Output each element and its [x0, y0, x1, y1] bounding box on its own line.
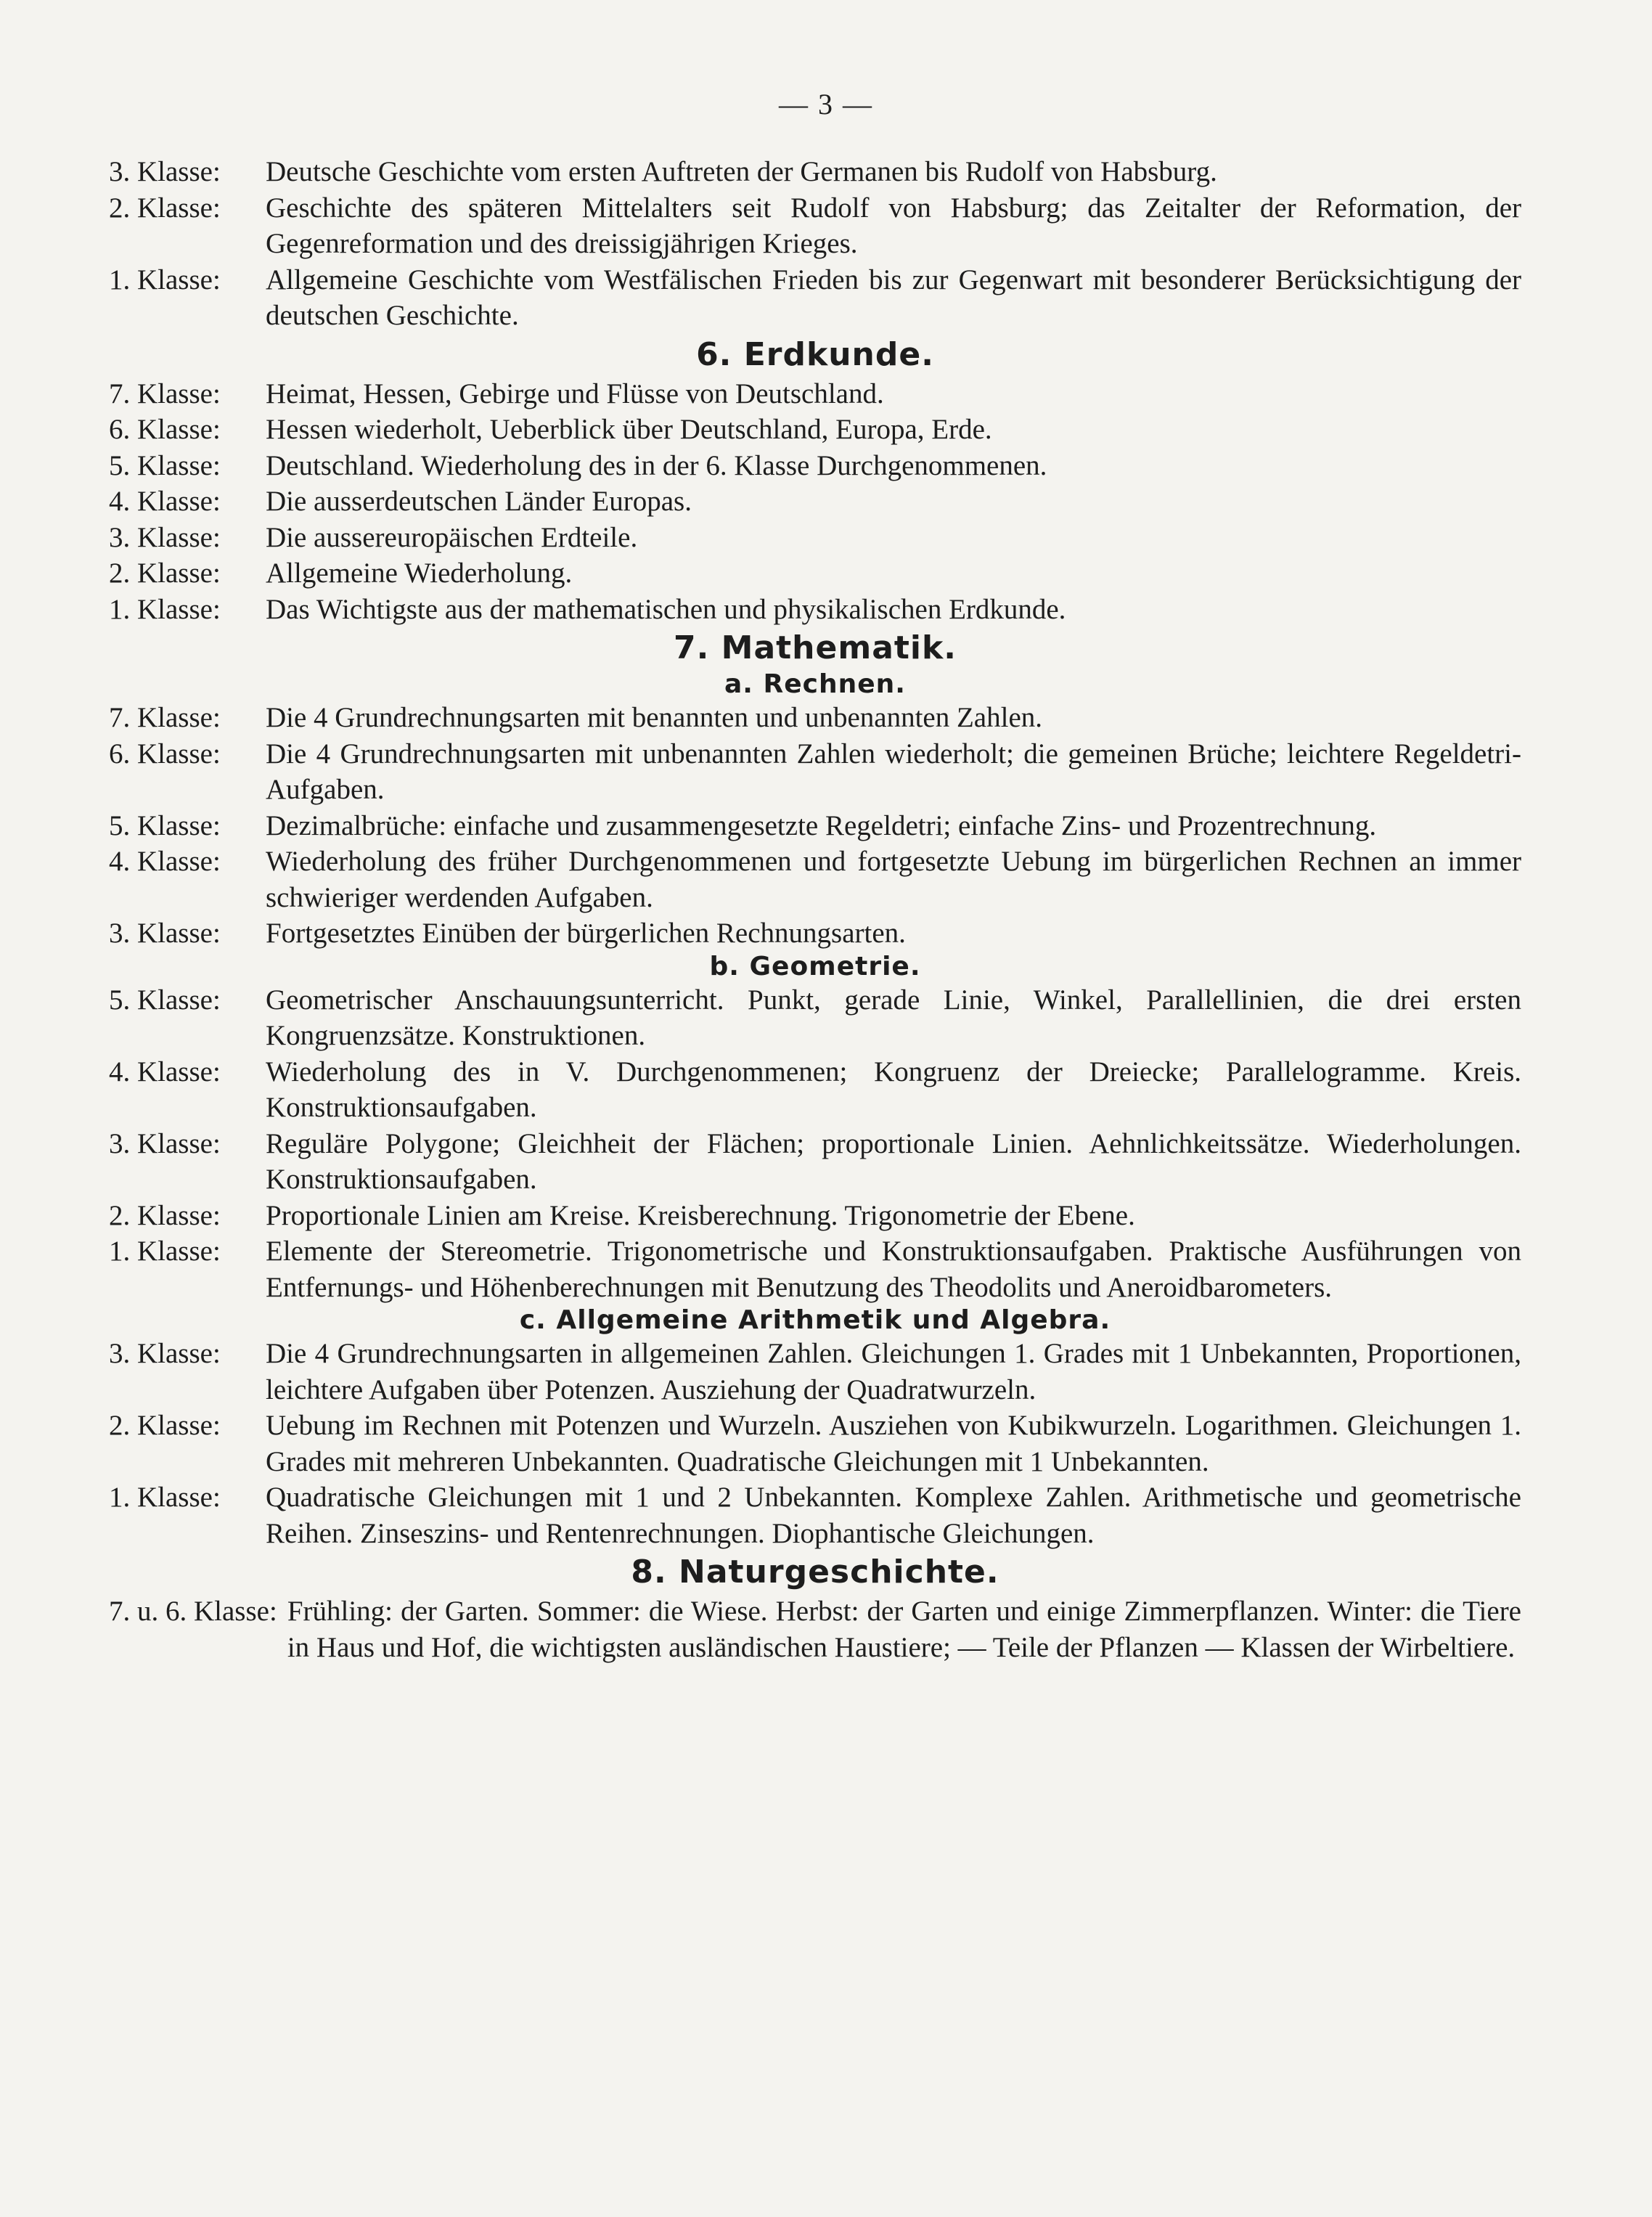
class-label: 4. Klasse: — [109, 846, 221, 877]
class-text: Proportionale Linien am Kreise. Kreisberechnung. Trigonometrie der Ebene. — [266, 1199, 1135, 1231]
geometrie-list — [109, 982, 1521, 1306]
class-label: 1. Klasse: — [109, 264, 221, 295]
class-label: 3. Klasse: — [109, 156, 221, 187]
subsection-heading-arithmetik: c. Allgemeine Arithmetik und Algebra. — [519, 1305, 1111, 1335]
class-text: Die 4 Grundrechnungsarten mit benannten und unbenannten Zahlen. — [266, 702, 1043, 733]
class-label: 5. Klasse: — [109, 809, 221, 841]
class-label: 2. Klasse: — [109, 1199, 221, 1231]
class-label: 6. Klasse: — [109, 738, 221, 769]
list-item — [109, 520, 1521, 556]
class-label: 7. u. 6. Klasse: — [109, 1596, 277, 1627]
class-text: Die 4 Grundrechnungsarten mit unbenannten Zahlen wiederholt; die gemeinen Brüche; leichtere Regeldetri-Aufgaben. — [266, 738, 1521, 805]
class-text: Hessen wiederholt, Ueberblick über Deutschland, Europa, Erde. — [266, 414, 992, 445]
subsection-heading-geometrie: b. Geometrie. — [709, 951, 921, 981]
list-item — [109, 262, 1521, 334]
class-label: 1. Klasse: — [109, 593, 221, 625]
class-text: Elemente der Stereometrie. Trigonometrische und Konstruktionsaufgaben. Praktische Ausführungen von Entfernungs- und Höhenberechnungen mit Benutzung des Theodolits und Aneroidbarometers. — [266, 1236, 1521, 1303]
list-item — [109, 736, 1521, 808]
page-number: — 3 — — [779, 88, 873, 121]
list-item — [109, 1233, 1521, 1305]
list-item — [109, 1408, 1521, 1479]
class-text: Die ausserdeutschen Länder Europas. — [266, 486, 692, 517]
class-label: 2. Klasse: — [109, 558, 221, 589]
list-item — [109, 154, 1521, 190]
class-text: Die 4 Grundrechnungsarten in allgemeinen Zahlen. Gleichungen 1. Grades mit 1 Unbekannten, Proportionen, leichtere Aufgaben über Potenzen. Ausziehung der Quadratwurzeln. — [266, 1338, 1521, 1405]
class-label: 5. Klasse: — [109, 449, 221, 481]
list-item — [109, 915, 1521, 952]
class-text: Reguläre Polygone; Gleichheit der Flächen; proportionale Linien. Aehnlichkeitssätze. Wiederholungen. Konstruktionsaufgaben. — [266, 1127, 1521, 1195]
class-text: Allgemeine Wiederholung. — [266, 558, 573, 589]
class-text: Dezimalbrüche: einfache und zusammengesetzte Regeldetri; einfache Zins- und Prozentrechnung. — [266, 809, 1377, 841]
class-label: 3. Klasse: — [109, 1127, 221, 1159]
list-item — [109, 1593, 1521, 1665]
class-text: Fortgesetztes Einüben der bürgerlichen Rechnungsarten. — [266, 918, 906, 949]
class-text: Frühling: der Garten. Sommer: die Wiese. Herbst: der Garten und einige Zimmerpflanzen. Winter: die Tiere in Haus und Hof, die wichtigsten ausländischen Haustiere; — Teile der Pflanzen — Klassen der Wirbeltiere. — [287, 1596, 1521, 1663]
list-item — [109, 808, 1521, 844]
subsection-heading-rechnen: a. Rechnen. — [724, 669, 906, 699]
list-item — [109, 1054, 1521, 1126]
arithmetik-list — [109, 1336, 1521, 1551]
class-label: 1. Klasse: — [109, 1236, 221, 1267]
class-text: Allgemeine Geschichte vom Westfälischen Frieden bis zur Gegenwart mit besonderer Berücksichtigung der deutschen Geschichte. — [266, 264, 1521, 331]
class-label: 7. Klasse: — [109, 702, 221, 733]
class-label: 2. Klasse: — [109, 1410, 221, 1441]
list-item — [109, 376, 1521, 412]
list-item — [109, 1479, 1521, 1551]
class-text: Wiederholung des in V. Durchgenommenen; Kongruenz der Dreiecke; Parallelogramme. Kreis. Konstruktionsaufgaben. — [266, 1056, 1521, 1123]
list-item — [109, 555, 1521, 592]
list-item — [109, 483, 1521, 520]
erdkunde-list — [109, 376, 1521, 628]
class-label: 1. Klasse: — [109, 1482, 221, 1513]
list-item — [109, 1336, 1521, 1408]
list-item — [109, 700, 1521, 736]
class-label: 4. Klasse: — [109, 1056, 221, 1087]
list-item — [109, 844, 1521, 915]
class-label: 4. Klasse: — [109, 486, 221, 517]
rechnen-list — [109, 700, 1521, 952]
list-item — [109, 190, 1521, 262]
class-label: 3. Klasse: — [109, 1338, 221, 1369]
list-item — [109, 982, 1521, 1054]
section-heading-mathematik: 7. Mathematik. — [674, 629, 957, 666]
class-text: Das Wichtigste aus der mathematischen und physikalischen Erdkunde. — [266, 593, 1066, 625]
class-text: Geschichte des späteren Mittelalters seit Rudolf von Habsburg; das Zeitalter der Reformation, der Gegenreformation und des dreissigjährigen Krieges. — [266, 192, 1521, 259]
class-text: Wiederholung des früher Durchgenommenen und fortgesetzte Uebung im bürgerlichen Rechnen an immer schwieriger werdenden Aufgaben. — [266, 846, 1521, 913]
class-label: 6. Klasse: — [109, 414, 221, 445]
list-item — [109, 1126, 1521, 1198]
list-item — [109, 448, 1521, 484]
list-item — [109, 412, 1521, 448]
class-text: Geometrischer Anschauungsunterricht. Punkt, gerade Linie, Winkel, Parallellinien, die drei ersten Kongruenzsätze. Konstruktionen. — [266, 984, 1521, 1051]
page-content — [109, 154, 1521, 1665]
class-label: 3. Klasse: — [109, 521, 221, 553]
list-item — [109, 592, 1521, 628]
class-label: 7. Klasse: — [109, 377, 221, 409]
class-text: Deutschland. Wiederholung des in der 6. Klasse Durchgenommenen. — [266, 449, 1047, 481]
class-text: Die aussereuropäischen Erdteile. — [266, 521, 638, 553]
section-heading-erdkunde: 6. Erdkunde. — [696, 335, 934, 373]
class-text: Quadratische Gleichungen mit 1 und 2 Unbekannten. Komplexe Zahlen. Arithmetische und geometrische Reihen. Zinseszins- und Rentenrechnungen. Diophantische Gleichungen. — [266, 1482, 1521, 1549]
class-label: 2. Klasse: — [109, 192, 221, 224]
section-heading-naturgeschichte: 8. Naturgeschichte. — [631, 1553, 999, 1591]
class-text: Uebung im Rechnen mit Potenzen und Wurzeln. Ausziehen von Kubikwurzeln. Logarithmen. Gleichungen 1. Grades mit mehreren Unbekannten. Quadratische Gleichungen mit 1 Unbekannten. — [266, 1410, 1521, 1477]
list-item — [109, 1198, 1521, 1234]
class-text: Deutsche Geschichte vom ersten Auftreten der Germanen bis Rudolf von Habsburg. — [266, 156, 1217, 187]
naturgeschichte-list — [109, 1593, 1521, 1665]
class-text: Heimat, Hessen, Gebirge und Flüsse von Deutschland. — [266, 377, 884, 409]
class-label: 3. Klasse: — [109, 918, 221, 949]
class-label: 5. Klasse: — [109, 984, 221, 1016]
geschichte-list — [109, 154, 1521, 334]
